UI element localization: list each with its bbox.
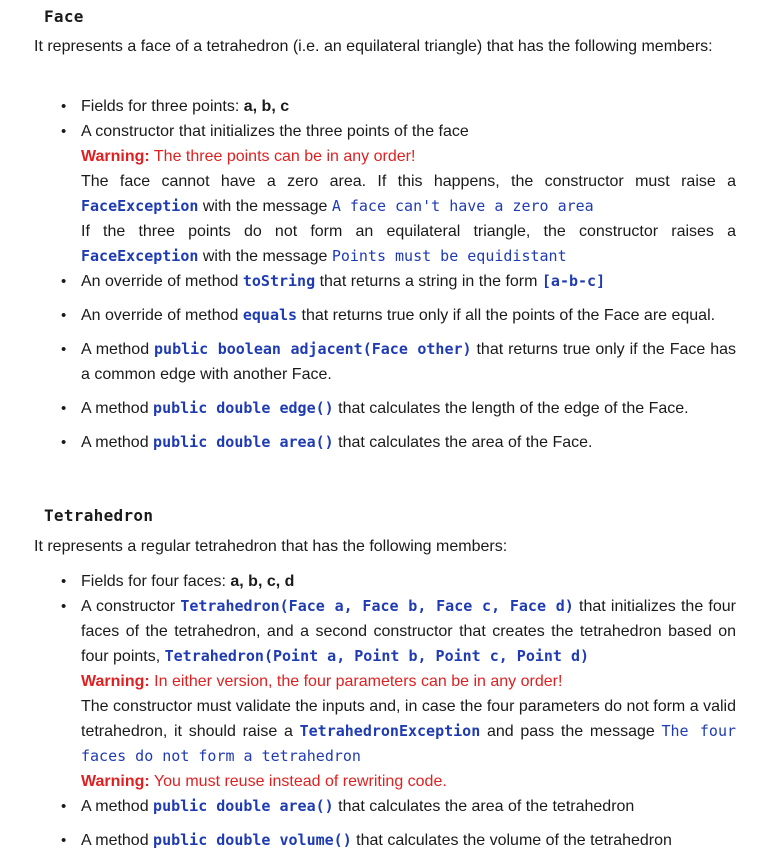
tetrahedron-heading: Tetrahedron [44, 506, 154, 525]
list-item: • An override of method toString that returns a string in the form [a-b-c] [34, 269, 736, 294]
fields-values: a, b, c [243, 98, 290, 115]
face-intro: It represents a face of a tetrahedron (i.e. an equilateral triangle) that has the following members: [34, 38, 713, 55]
list-item: • A method public boolean adjacent(Face other) that returns true only if the Face has a common edge with another Face. [34, 337, 736, 387]
warning-note: Warning: In either version, the four parameters can be in any order! [81, 673, 563, 690]
list-item [34, 569, 736, 594]
list-item: • A method public double area() that calculates the area of the Face. [34, 430, 736, 455]
face-members-list [34, 94, 736, 455]
list-item [34, 94, 736, 119]
constructor-text: • A constructor Tetrahedron(Face a, Face b, Face c, Face d) that initializes the four faces of the tetrahedron, and a second constructor that creates the tetrahedron based on four points, Tetrahedron(Point a, Point b, Point c, Point d) [81, 597, 736, 665]
fields-values: a, b, c, d [230, 573, 295, 590]
warning-note: Warning: You must reuse instead of rewriting code. [81, 773, 447, 790]
warning-note: Warning: The three points can be in any order! [81, 148, 416, 165]
list-item [34, 119, 736, 269]
list-item: • A method public double area() that calculates the area of the tetrahedron [34, 794, 736, 819]
list-item [34, 594, 736, 794]
list-item: • A method public double edge() that calculates the length of the edge of the Face. [34, 396, 736, 421]
fields-label: Fields for three points: [81, 98, 244, 115]
tetrahedron-members-list [34, 569, 736, 853]
fields-label: Fields for four faces: [81, 573, 231, 590]
validation-text: The constructor must validate the inputs and, in case the four parameters do not form a valid tetrahedron, it should raise a TetrahedronException and pass the message The four faces do not form a tetrahedron [81, 698, 737, 765]
zero-area-text: The face cannot have a zero area. If this happens, the constructor must raise a FaceException with the message A face can't have a zero area [81, 173, 736, 215]
list-item: • An override of method equals that returns true only if all the points of the Face are equal. [34, 303, 736, 328]
tetrahedron-intro: It represents a regular tetrahedron that has the following members: [34, 538, 508, 555]
face-heading: Face [44, 7, 84, 26]
equidistant-text: If the three points do not form an equilateral triangle, the constructor raises a FaceException with the message Points must be equidistant [81, 223, 736, 265]
constructor-text: • A constructor that initializes the three points of the face [81, 123, 469, 140]
list-item: • A method public double volume() that calculates the volume of the tetrahedron [34, 828, 736, 853]
